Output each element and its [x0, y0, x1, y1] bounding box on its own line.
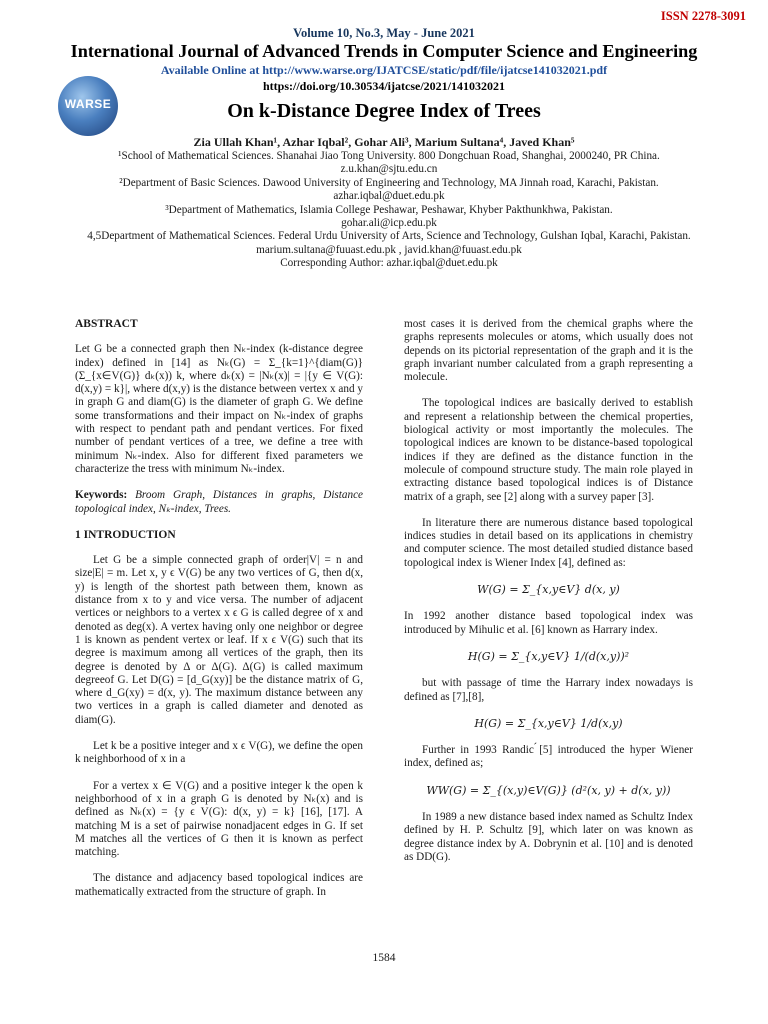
doi-link[interactable]: https://doi.org/10.30534/ijatcse/2021/141032021: [263, 79, 505, 93]
email-3: gohar.ali@icp.edu.pk: [341, 217, 437, 230]
right-paragraph-2: The topological indices are basically derived to establish and represent a relationship between the chemical properties, biological activity or most importantly the molecules. The topological indices are known to be distance-based topological indices if they are defined as the distance function in the molecule of compound structure study. The main role played in extracting distance based topological indices is of Distance matrix of a graph, see [2] along with a survey paper [3].: [404, 397, 693, 503]
affiliation-2: ²Department of Basic Sciences. Dawood University of Engineering and Technology, MA Jinnah road, Karachi, Pakistan.: [119, 176, 659, 189]
intro-paragraph-3: For a vertex x ∈ V(G) and a positive integer k the open k neighborhood of x in a graph G is denoted by Nₖ(x) and is defined as Nₖ(x) = {y ϵ V(G): d(x, y) = k} [16], [17]. A matching M is a set of pairwise nonadjacent edges in G. If set M matches all the vertices of G then it is known as perfect matching.: [75, 779, 363, 859]
intro-paragraph-1: Let G be a simple connected graph of order|V| = n and size|E| = m. Let x, y ϵ V(G) be any two vertices of G, then d(x, y) is length of the shortest path between them, known as distance from x to y and vice versa. The number of adjacent vertices or neighbors to a vertex x ϵ G is called degree of x and denoted as deg(x). A vertex having only one neighbor or degree 1 is known as pendent vertex or leaf. If x ϵ V(G) such that its degree is maximum among all vertices of the graph, then its degree is denoted by Δ or Δ(G). Δ(G) is called maximum degreeof G. Let D(G) = [d_G(xy)] be the distance matrix of G, where d_G(xy) = d(x, y). The maximum distance between any two vertices in a graph is called diameter and denoted as diam(G).: [75, 554, 363, 726]
page-number: 1584: [372, 952, 396, 964]
abstract-heading: ABSTRACT: [75, 318, 138, 330]
harary-index-formula-1: H(G) = Σ_{x,y∈V} 1/(d(x,y))²: [467, 649, 630, 663]
affiliations: [50, 150, 728, 271]
right-column: [404, 318, 693, 877]
left-column: [75, 318, 363, 912]
affiliation-3: ³Department of Mathematics, Islamia College Peshawar, Peshawar, Khyber Pakthunkhwa, Pakistan.: [165, 203, 613, 216]
harary-index-formula-2: H(G) = Σ_{x,y∈V} 1/d(x,y): [474, 716, 623, 730]
email-1: z.u.khan@sjtu.edu.cn: [340, 163, 438, 176]
keywords-label: Keywords:: [75, 489, 128, 502]
right-paragraph-5: but with passage of time the Harrary index nowadays is defined as [7],[8],: [404, 677, 693, 703]
right-paragraph-7: In 1989 a new distance based index named as Schultz Index defined by H. P. Schultz [9], which later on was known as degree distance index by A. Dobrynin et al. [10] and is denoted as DD(G).: [404, 811, 693, 863]
journal-title: International Journal of Advanced Trends in Computer Science and Engineering: [70, 41, 698, 61]
affiliation-4: 4,5Department of Mathematical Sciences. Federal Urdu University of Arts, Science and Technology, Gulshan Iqbal, Karachi, Pakistan.: [87, 230, 691, 243]
logo-text: WARSE: [64, 97, 112, 111]
wiener-index-formula: W(G) = Σ_{x,y∈V} d(x, y): [477, 583, 620, 597]
issn: ISSN 2278-3091: [660, 9, 746, 23]
right-paragraph-4: In 1992 another distance based topological index was introduced by Mihulic et al. [6] known as Harrary index.: [404, 610, 693, 636]
available-online-link[interactable]: Available Online at http://www.warse.org/IJATCSE/static/pdf/file/ijatcse141032021.pdf: [160, 63, 608, 77]
keywords: [75, 489, 363, 516]
hyper-wiener-formula: WW(G) = Σ_{(x,y)∈V(G)} (d²(x, y) + d(x, y)): [426, 783, 671, 797]
corresponding-author: Corresponding Author: azhar.iqbal@duet.edu.pk: [280, 257, 498, 270]
intro-paragraph-2: Let k be a positive integer and x ϵ V(G), we define the open k neighborhood of x in a: [75, 740, 363, 766]
email-2: azhar.iqbal@duet.edu.pk: [333, 190, 445, 203]
email-4: marium.sultana@fuuast.edu.pk , javid.khan@fuuast.edu.pk: [256, 243, 522, 256]
right-paragraph-6: Further in 1993 Randic ́[5] introduced the hyper Wiener index, defined as;: [404, 744, 693, 770]
paper-title: On k-Distance Degree Index of Trees: [227, 100, 541, 122]
authors: Zia Ullah Khan¹, Azhar Iqbal², Gohar Ali³, Marium Sultana⁴, Javed Khan⁵: [193, 135, 575, 149]
keywords-text: Broom Graph, Distances in graphs, Distance topological index, Nₖ-index, Trees.: [75, 489, 364, 515]
right-paragraph-3: In literature there are numerous distance based topological indices studies in detail based on its applications in chemistry and computer science. The most detailed studied distance based topological index is Wiener Index [4], defined as:: [404, 516, 693, 569]
affiliation-1: ¹School of Mathematical Sciences. Shanahai Jiao Tong University. 800 Dongchuan Road, Shanghai, 2000240, PR China.: [118, 150, 660, 162]
intro-paragraph-4: The distance and adjacency based topological indices are mathematically extracted from the structure of graph. In: [75, 872, 363, 898]
right-paragraph-1: most cases it is derived from the chemical graphs where the graphs represents molecules or atoms, which usually does not depends on its pictorial representation of the graph and it is the graph invariant number calculated from a graph representing a molecule.: [404, 318, 693, 384]
intro-heading: 1 INTRODUCTION: [75, 528, 176, 541]
abstract-text: Let G be a connected graph then Nₖ-index (k-distance degree index) defined in [14] as Nₖ(G) = Σ_{k=1}^{diam(G)} (Σ_{x∈V(G)} dₖ(x)) k, where dₖ(x) = |Nₖ(x)| = |{y ∈ V(G): d(x,y) = k}|, where d(x,y) is the distance between vertex x and y in graph G and diam(G) is the diameter of graph G. We define some transformations and their impact on Nₖ-index of graphs with respect to pendant path and pendant vertices. For fixed number of pendant vertices of a tree, we define a tree with minimum Nₖ-index. Also for different fixed parameters we characterize the tress with minimum Nₖ-index.: [75, 343, 363, 475]
volume-line: Volume 10, No.3, May - June 2021: [293, 26, 475, 40]
